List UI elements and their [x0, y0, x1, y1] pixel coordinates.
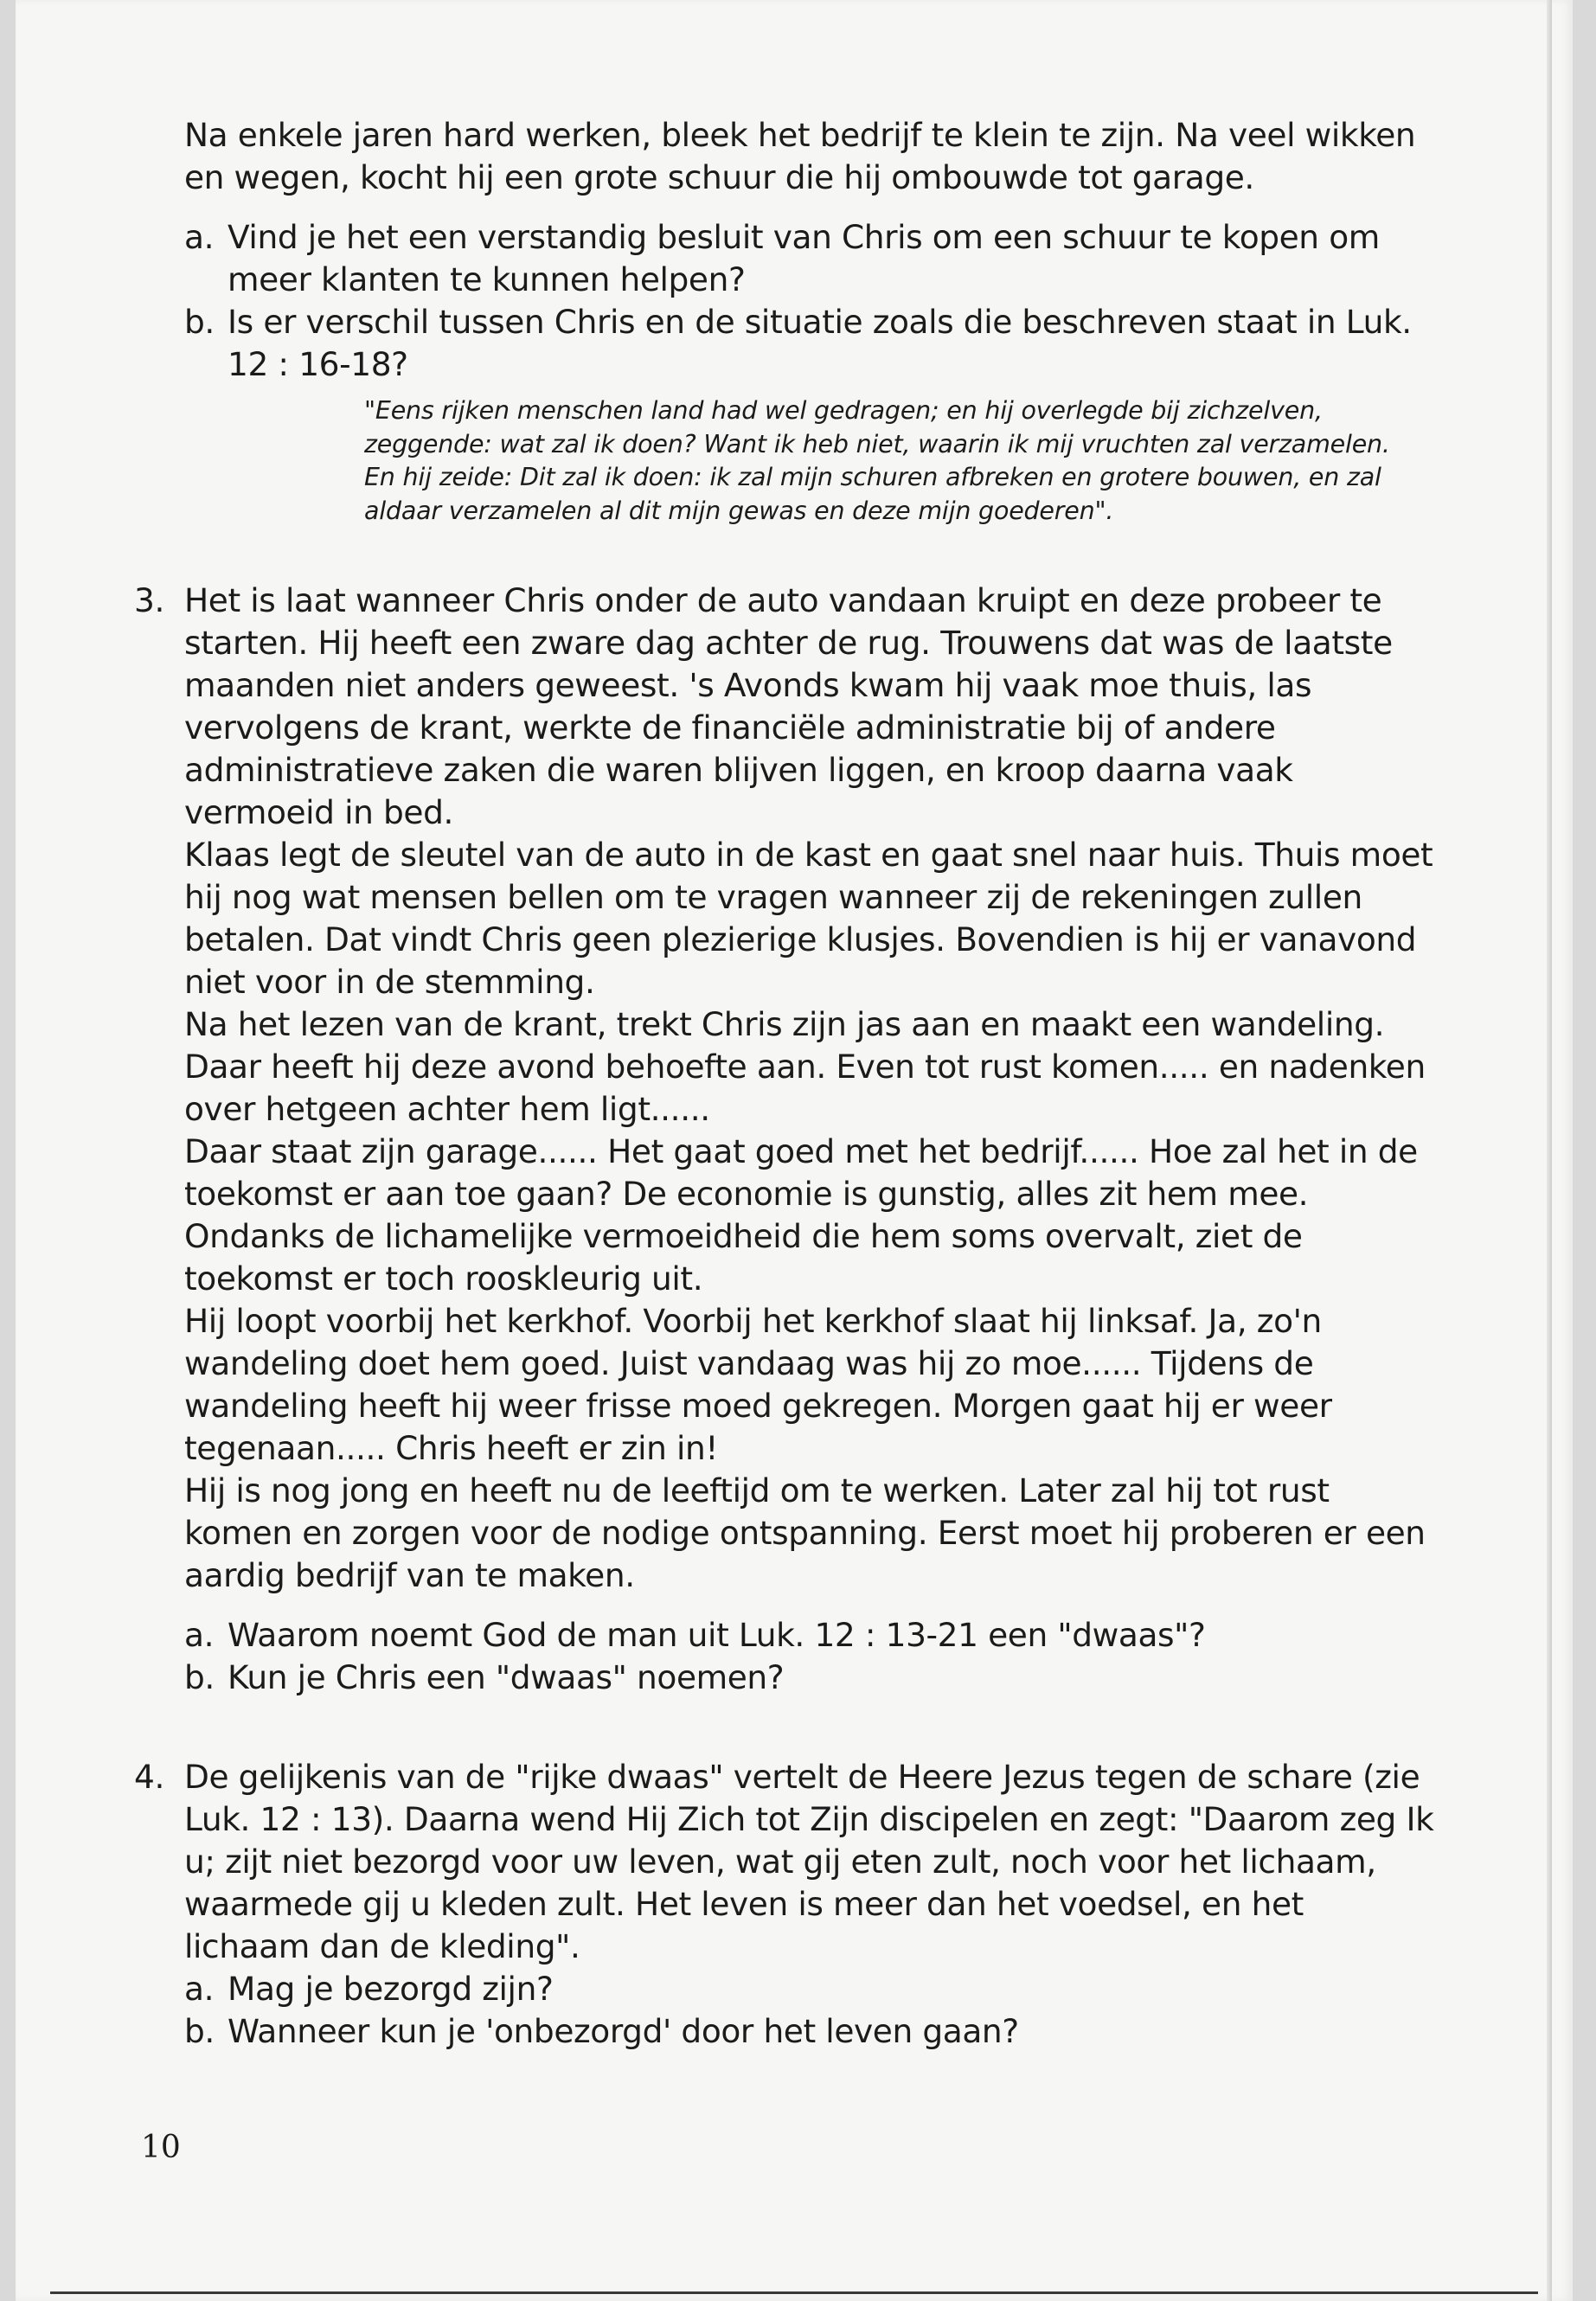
question-4b — [184, 2010, 1439, 2053]
question-text: Mag je bezorgd zijn? — [228, 1970, 554, 2008]
story-paragraph: Hij loopt voorbij het kerkhof. Voorbij het kerkhof slaat hij linksaf. Ja, zo'n wandeling doet hem goed. Juist vandaag was hij zo moe...... Tijdens de wandeling heeft hij weer frisse moed gekregen. Morgen gaat hij er weer tegenaan..... Chris heeft er zin in! — [184, 1302, 1332, 1467]
page-edge-shadow — [1547, 0, 1552, 2301]
item-marker: a. — [184, 1616, 215, 1654]
question-text: Is er verschil tussen Chris en de situatie zoals die beschreven staat in Luk. 12 : 16-18? — [228, 303, 1412, 383]
question-text: Vind je het een verstandig besluit van Chris om een schuur te kopen om meer klanten te kunnen helpen? — [228, 218, 1380, 298]
question-text: Kun je Chris een "dwaas" noemen? — [228, 1658, 785, 1696]
item-marker: a. — [184, 1970, 215, 2008]
item-marker: a. — [184, 218, 215, 256]
question-3a — [184, 1614, 1439, 1657]
question-text: Wanneer kun je 'onbezorgd' door het leven gaan? — [228, 2012, 1019, 2050]
question-2b — [184, 301, 1439, 386]
story-paragraph: Het is laat wanneer Chris onder de auto vandaan kruipt en deze probeer te starten. Hij heeft een zware dag achter de rug. Trouwens dat was de laatste maanden niet anders geweest. 's Avonds kwam hij vaak moe thuis, las vervolgens de krant, werkte de financiële administratie bij of andere administratieve zaken die waren blijven liggen, en kroop daarna vaak vermoeid in bed. — [184, 581, 1393, 831]
item-marker: b. — [184, 1658, 215, 1696]
item-marker: b. — [184, 2012, 215, 2050]
story-paragraph: Daar staat zijn garage...... Het gaat goed met het bedrijf...... Hoe zal het in de toekomst er aan toe gaan? De economie is gunstig, alles zit hem mee. Ondanks de lichamelijke vermoeidheid die hem soms overvalt, ziet de toekomst er toch rooskleurig uit. — [184, 1132, 1418, 1298]
question-4a — [184, 1968, 1439, 2010]
page-number: 10 — [141, 2130, 181, 2165]
question-number: 4. — [134, 1758, 164, 1796]
question-3 — [134, 580, 1439, 1699]
question-2a — [184, 216, 1439, 301]
story-paragraph: Klaas legt de sleutel van de auto in de kast en gaat snel naar huis. Thuis moet hij nog wat mensen bellen om te vragen wanneer zij de rekeningen zullen betalen. Dat vindt Chris geen plezierige klusjes. Bovendien is hij er vanavond niet voor in de stemming. — [184, 836, 1433, 1001]
bible-quote: "Eens rijken menschen land had wel gedragen; en hij overlegde bij zichzelven, zeggende: wat zal ik doen? Want ik heb niet, waarin ik mij vruchten zal verzamelen. En hij zeide: Dit zal ik doen: ik zal mijn schuren afbreken en grotere bouwen, en zal aldaar verzamelen al dit mijn gewas en deze mijn goederen". — [364, 396, 1390, 525]
intro-paragraph: Na enkele jaren hard werken, bleek het bedrijf te klein te zijn. Na veel wikken en wegen, kocht hij een grote schuur die hij ombouwde tot garage. — [184, 116, 1416, 196]
question-4 — [134, 1756, 1439, 2053]
question-number: 3. — [134, 581, 164, 619]
story-paragraph: Hij is nog jong en heeft nu de leeftijd om te werken. Later zal hij tot rust komen en zorgen voor de nodige ontspanning. Eerst moet hij proberen er een aardig bedrijf van te maken. — [184, 1471, 1426, 1594]
question-3b — [184, 1657, 1439, 1699]
question-paragraph: De gelijkenis van de "rijke dwaas" vertelt de Heere Jezus tegen de schare (zie Luk. 12 : 13). Daarna wend Hij Zich tot Zijn discipelen en zegt: "Daarom zeg Ik u; zijt niet bezorgd voor uw leven, wat gij eten zult, noch voor het lichaam, waarmede gij u kleden zult. Het leven is meer dan het voedsel, en het lichaam dan de kleding". — [184, 1758, 1434, 1965]
item-marker: b. — [184, 303, 215, 341]
question-text: Waarom noemt God de man uit Luk. 12 : 13-21 een "dwaas"? — [228, 1616, 1206, 1654]
story-paragraph: Na het lezen van de krant, trekt Chris zijn jas aan en maakt een wandeling. Daar heeft hij deze avond behoefte aan. Even tot rust komen..... en nadenken over hetgeen achter hem ligt...... — [184, 1005, 1426, 1128]
page-bottom-rule — [50, 2291, 1538, 2294]
book-page — [16, 0, 1573, 2301]
page-content — [134, 114, 1439, 2053]
